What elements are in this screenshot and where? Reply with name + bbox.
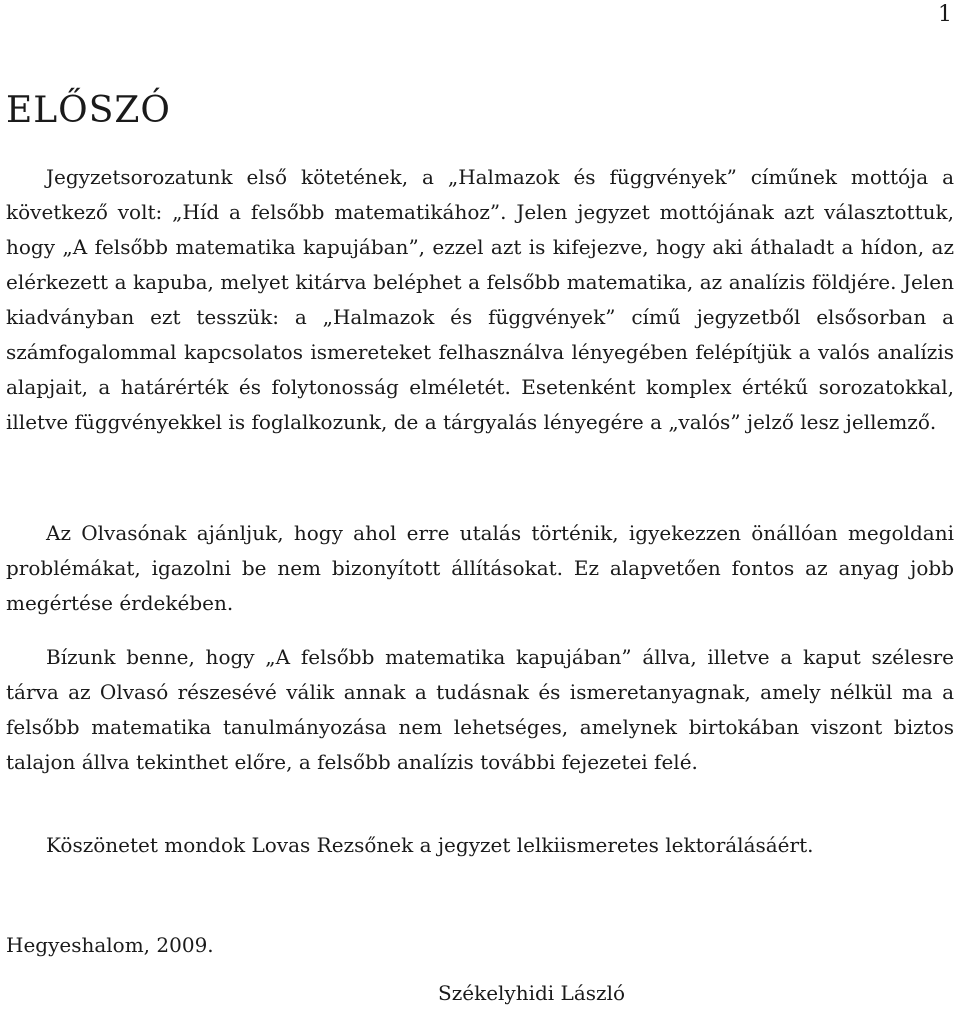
place-and-date: Hegyeshalom, 2009. [6, 933, 214, 957]
author-signature: Székelyhidi László [438, 981, 626, 1005]
paragraph-acknowledgement: Köszönetet mondok Lovas Rezsőnek a jegyzet lelkiismeretes lektorálásáért. [46, 833, 814, 857]
page-title: ELŐSZÓ [6, 90, 171, 131]
page-number: 1 [938, 2, 952, 27]
paragraph-intro: Jegyzetsorozatunk első kötetének, a „Halmazok és függvények” címűnek mottója a következő volt: „Híd a felsőbb matematikához”. Jelen jegyzet mottójának azt választottuk, hogy „A felsőbb matematika kapujában”, ezzel azt is kifejezve, hogy aki áthaladt a hídon, az elérkezett a kapuba, melyet kitárva beléphet a felsőbb matematika, az analízis földjére. Jelen kiadványban ezt tesszük: a „Halmazok és függvények” című jegyzetből elsősorban a számfogalommal kapcsolatos ismereteket felhasználva lényegében felépítjük a valós analízis alapjait, a határérték és folytonosság elméletét. Esetenként komplex értékű sorozatokkal, illetve függvényekkel is foglalkozunk, de a tárgyalás lényegére a „valós” jelző lesz jellemző. [6, 165, 954, 434]
paragraph-hope: Bízunk benne, hogy „A felsőbb matematika kapujában” állva, illetve a kaput szélesre tárva az Olvasó részesévé válik annak a tudásnak és ismeretanyagnak, amely nélkül ma a felsőbb matematika tanulmányozása nem lehetséges, amelynek birtokában viszont biztos talajon állva tekinthet előre, a felsőbb analízis további fejezetei felé. [6, 645, 954, 774]
paragraph-reader-advice: Az Olvasónak ajánljuk, hogy ahol erre utalás történik, igyekezzen önállóan megoldani problémákat, igazolni be nem bizonyított állításokat. Ez alapvetően fontos az anyag jobb megértése érdekében. [6, 521, 954, 615]
